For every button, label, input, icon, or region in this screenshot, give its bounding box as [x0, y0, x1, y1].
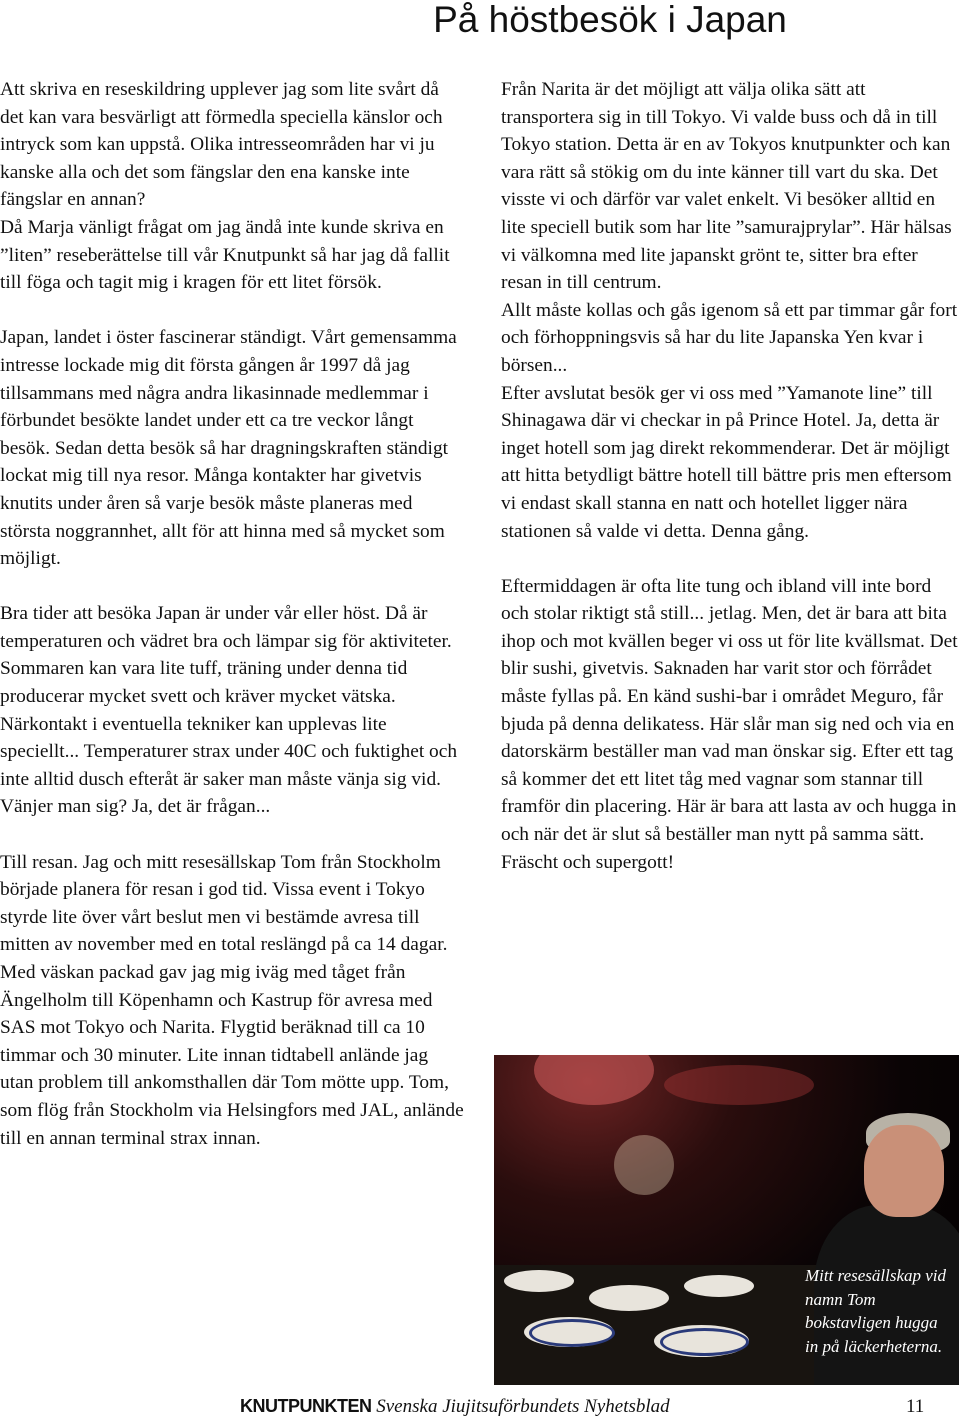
paragraph: Från Narita är det möjligt att välja olika sätt att transportera sig in till Tokyo. Vi valde buss och då in till Tokyo station. Detta är en av Tokyos knutpunkter och kan vara rätt så stökig om du inte känner till vart du ska. Det visste vi och därför var valet enkelt. Vi besöker alltid en lite speciell butik som har lite ”samurajprylar”. Här hälsas vi välkomna med lite japanskt grönt te, sitter bra efter resan in till centrum.	[501, 79, 952, 294]
left-column	[0, 76, 466, 1152]
page-footer	[240, 1396, 900, 1418]
paragraph: Bra tider att besöka Japan är under vår eller höst. Då är temperaturen och vädret bra och lämpar sig för aktiviteter. Sommaren kan vara lite tuff, träning under denna tid producerar mycket svett och kräver mycket vätska. Närkontakt i eventuella tekniker kan upplevas lite speciellt... Temperaturer strax under 40C och fuktighet och inte alltid dusch efteråt är saker man måste vänja sig vid. Vänjer man sig? Ja, det är frågan...	[0, 603, 458, 818]
right-column	[501, 76, 959, 876]
paragraph: Allt måste kollas och gås igenom så ett par timmar går fort och förhoppningsvis så har du lite Japanska Yen kvar i börsen...	[501, 299, 958, 376]
page-number: 11	[906, 1396, 925, 1417]
paragraph: Till resan. Jag och mitt resesällskap Tom från Stockholm började planera för resan i god tid. Vissa event i Tokyo styrde lite över vårt beslut men vi bestämde avresa till mitten av november med en total reslängd på ca 14 dagar.	[0, 851, 448, 956]
paragraph: Då Marja vänligt frågat om jag ändå inte kunde skriva en ”liten” reseberättelse till vår Knutpunkt så har jag då fallit till föga och tagit mig i kragen för ett litet försök.	[0, 216, 450, 294]
paragraph: Japan, landet i öster fascinerar ständigt. Vårt gemensamma intresse lockade mig dit första gången år 1997 då jag tillsammans med några andra likasinnade medlemmar i förbundet besökte landet under ett ca tre veckor långt besök. Sedan detta besök så har dragningskraften ständigt lockat mig till nya resor. Många kontakter har givetvis knutits under åren så varje besök måste planeras med största noggrannhet, allt för att hinna med så mycket som möjligt.	[0, 327, 457, 570]
paragraph: Att skriva en reseskildring upplever jag som lite svårt då det kan vara besvärligt att förmedla speciella känslor och intryck som kan uppstå. Olika intresseområden har vi ju kanske alla och det som fängslar den ena kanske inte fängslar en annan?	[0, 79, 443, 211]
paragraph: Eftermiddagen är ofta lite tung och ibland vill inte bord och stolar riktigt stå still... jetlag. Men, det är bara att bita ihop och mot kvällen beger vi oss ut för lite kvällsmat. Det blir sushi, givetvis. Saknaden har varit stor och förrådet måste fyllas på. En känd sushi-bar i området Meguro, får bjuda på denna delikatess. Här slår man sig ned och via en datorskärm beställer man vad man önskar sig. Efter ett tag så kommer det ett litet tåg med vagnar som stannar till framför din placering. Här är bara att lasta av och hugga in och när det är slut så beställer man nytt på samma sätt. Fräscht och supergott!	[501, 575, 958, 873]
page-title: På höstbesök i Japan	[433, 0, 787, 40]
paragraph: Med väskan packad gav jag mig iväg med tåget från Ängelholm till Köpenhamn och Kastrup för avresa med SAS mot Tokyo och Narita. Flygtid beräknad till ca 10 timmar och 30 minuter. Lite innan tidtabell anlände jag utan problem till ankomsthallen där Tom mötte upp. Tom, som flög från Stockholm via Helsingfors med JAL, anlände till en annan terminal strax innan.	[0, 962, 464, 1149]
publication-brand: KNUTPUNKTEN	[240, 1396, 372, 1416]
photo-caption: Mitt resesällskap vid namn Tom bokstavligen hugga in på läckerheterna.	[805, 1266, 947, 1356]
publication-subtitle: Svenska Jiujitsuförbundets Nyhetsblad	[376, 1396, 670, 1417]
paragraph: Efter avslutat besök ger vi oss med ”Yamanote line” till Shinagawa där vi checkar in på Prince Hotel. Ja, detta är inget hotell som jag direkt rekommenderar. Det är möjligt att hitta betydligt bättre hotell till bättre pris men eftersom vi endast skall stanna en natt och hotellet ligger nära stationen så valde vi detta. Denna gång.	[501, 382, 952, 542]
